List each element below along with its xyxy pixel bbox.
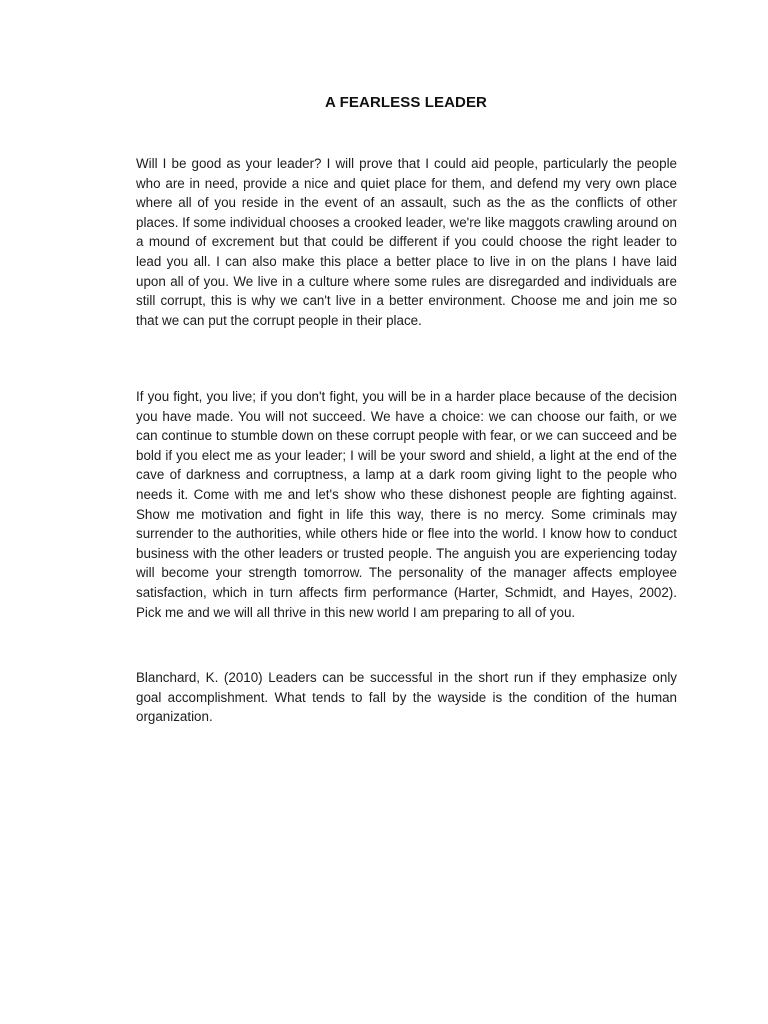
paragraph-1: Will I be good as your leader? I will prove that I could aid people, particularly the people who are in need, provide a nice and quiet place for them, and defend my very own place where all of you reside in the event of an assault, such as the as the conflicts of other places. If some individual chooses a crooked leader, we're like maggots crawling around on a mound of excrement but that could be different if you could choose the right leader to lead you all. I can also make this place a better place to live in on the plans I have laid upon all of you. We live in a culture where some rules are disregarded and individuals are still corrupt, this is why we can't live in a better environment. Choose me and join me so that we can put the corrupt people in their place. <box>136 156 677 328</box>
paragraph-2: If you fight, you live; if you don't fight, you will be in a harder place because of the decision you have made. You will not succeed. We have a choice: we can choose our faith, or we can continue to stumble down on these corrupt people with fear, or we can succeed and be bold if you elect me as your leader; I will be your sword and shield, a light at the end of the cave of darkness and corruptness, a lamp at a dark room giving light to the people who needs it. Come with me and let's show who these dishonest people are fighting against. Show me motivation and fight in life this way, there is no mercy. Some criminals may surrender to the authorities, while others hide or flee into the world. I know how to conduct business with the other leaders or trusted people. The anguish you are experiencing today will become your strength tomorrow. The personality of the manager affects employee satisfaction, which in turn affects firm performance (Harter, Schmidt, and Hayes, 2002). Pick me and we will all thrive in this new world I am preparing to all of you. <box>136 389 677 620</box>
paragraph-3: Blanchard, K. (2010) Leaders can be successful in the short run if they emphasize only goal accomplishment. What tends to fall by the wayside is the condition of the human organization. <box>136 670 677 725</box>
document-title: A FEARLESS LEADER <box>325 94 487 111</box>
